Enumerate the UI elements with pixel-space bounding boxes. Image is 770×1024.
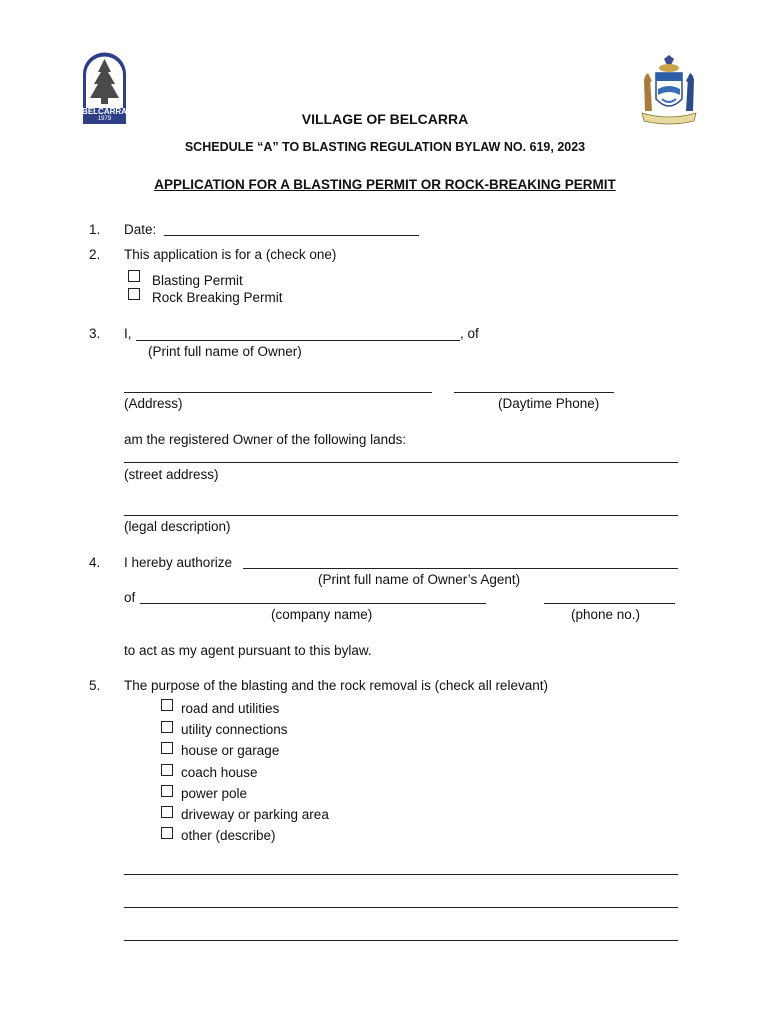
item-number-1: 1. [89,222,101,237]
daytime-phone-caption: (Daytime Phone) [498,396,600,411]
describe-field[interactable] [124,940,678,941]
legal-description-field[interactable] [124,515,678,516]
of-label-2: of [124,590,136,605]
i-label: I, [124,326,132,341]
purpose-label-item: other (describe) [181,828,276,843]
daytime-phone-field[interactable] [454,392,614,393]
purpose-label-item: power pole [181,786,248,801]
rock-breaking-permit-checkbox[interactable] [128,288,140,300]
purpose-checkbox[interactable] [161,827,173,839]
registered-owner-text: am the registered Owner of the following lands: [124,432,407,447]
item-number-5: 5. [89,678,101,693]
blasting-permit-label: Blasting Permit [152,273,243,288]
purpose-label: The purpose of the blasting and the rock removal is (check all relevant) [124,678,548,693]
authorize-label: I hereby authorize [124,555,233,570]
describe-field[interactable] [124,907,678,908]
blasting-permit-checkbox[interactable] [128,270,140,282]
agent-phone-field[interactable] [544,603,675,604]
application-title: APPLICATION FOR A BLASTING PERMIT OR ROCK-BREAKING PERMIT [154,177,616,192]
logo-text: BELCARRA [82,107,127,116]
purpose-label-item: utility connections [181,722,288,737]
date-field[interactable] [164,235,419,236]
item-number-3: 3. [89,326,101,341]
purpose-checkbox[interactable] [161,785,173,797]
describe-field[interactable] [124,874,678,875]
rock-breaking-permit-label: Rock Breaking Permit [152,290,283,305]
village-title: VILLAGE OF BELCARRA [301,111,469,127]
purpose-checkbox[interactable] [161,742,173,754]
company-name-caption: (company name) [271,607,373,622]
print-agent-caption: (Print full name of Owner’s Agent) [318,572,521,587]
of-label: , of [460,326,479,341]
purpose-checkbox[interactable] [161,764,173,776]
purpose-label-item: road and utilities [181,701,280,716]
item-number-2: 2. [89,247,101,262]
purpose-checkbox[interactable] [161,721,173,733]
print-owner-caption: (Print full name of Owner) [148,344,302,359]
act-as-agent-text: to act as my agent pursuant to this bylaw. [124,643,372,658]
application-for-label: This application is for a (check one) [124,247,337,262]
purpose-checkbox[interactable] [161,699,173,711]
purpose-label-item: house or garage [181,743,280,758]
street-address-caption: (street address) [124,467,219,482]
item-number-4: 4. [89,555,101,570]
agent-name-field[interactable] [243,568,678,569]
company-name-field[interactable] [140,603,486,604]
logo-year: 1979 [97,116,112,122]
owner-name-field[interactable] [136,340,460,341]
schedule-title: SCHEDULE “A” TO BLASTING REGULATION BYLAW NO. 619, 2023 [184,140,586,154]
legal-description-caption: (legal description) [124,519,231,534]
purpose-label-item: driveway or parking area [181,807,329,822]
purpose-checkbox[interactable] [161,806,173,818]
purpose-label-item: coach house [181,765,258,780]
phone-no-caption: (phone no.) [571,607,641,622]
street-address-field[interactable] [124,462,678,463]
address-field[interactable] [124,392,432,393]
date-label: Date: [124,222,157,237]
address-caption: (Address) [124,396,183,411]
